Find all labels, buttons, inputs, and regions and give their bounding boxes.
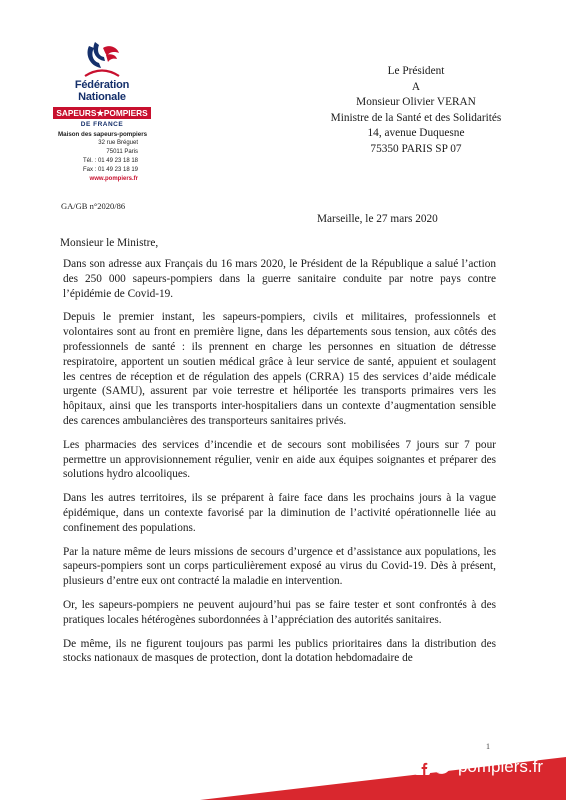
body-paragraph: Par la nature même de leurs missions de secours d’urgence et d’assistance aux populations, les sapeurs-pompiers sont un corps particulièrement exposé au virus du Covid-19. Dès à présent, plusieurs d’entre eux ont contracté la maladie en intervention. (63, 545, 496, 588)
letter-body (63, 257, 496, 675)
contact-website-link[interactable]: www.pompiers.fr (89, 176, 138, 182)
recipient-line: Le Président (387, 65, 445, 77)
recipient-line: A (411, 80, 421, 93)
recipient-line: Ministre de la Santé et des Solidarités (330, 111, 502, 124)
body-paragraph: Or, les sapeurs-pompiers ne peuvent aujourd’hui pas se faire tester et sont confrontés à des pratiques locales hétérogènes subordonnées à l’appréciation des autorités sanitaires. (63, 598, 496, 626)
org-name: Fédération Nationale (74, 79, 130, 103)
contact-tel: Tél. : 01 49 23 18 18 (82, 158, 138, 164)
date-line: Marseille, le 27 mars 2020 (317, 213, 438, 225)
org-banner: SAPEURS★POMPIERS (53, 107, 150, 119)
logo-emblem-icon (79, 38, 125, 78)
body-paragraph: Les pharmacies des services d’incendie et de secours sont mobilisées 7 jours sur 7 pour permettre un approvisionnement régulier, venir en aide aux équipes soignantes et préparer des solutions hydro alcooliques. (63, 438, 496, 481)
salutation: Monsieur le Ministre, (60, 237, 159, 249)
footer-social (414, 757, 543, 777)
letter-reference: GA/GB n°2020/86 (61, 201, 126, 211)
contact-street: 32 rue Bréguet (98, 140, 138, 146)
recipient-line: 14, avenue Duquesne (367, 127, 465, 139)
body-paragraph: Dans les autres territoires, ils se préparent à faire face dans les prochains jours à la vague épidémique, dans un contexte favorisé par la diminution de l’activité opérationnelle liée au confinement des populations. (63, 492, 496, 534)
contact-block (58, 130, 148, 184)
footer-site-link[interactable]: pompiers.fr (457, 757, 543, 776)
contact-city: 75011 Paris (106, 149, 138, 155)
twitter-icon[interactable] (436, 759, 453, 776)
body-paragraph: Depuis le premier instant, les sapeurs-pompiers, civils et militaires, professionnels et volontaires sont au front en première ligne, dans les départements sous tension, aux côtés des professionnels de santé : ils prennent en charge les personnes en situation de détresse respiratoire, apportent un soutien médical grâce à leur service de santé, appuient et soulagent les centres de réception et de régulation des appels (CRRA) 15 des services d’aide médicale urgente (SAMU), assurent par voie terrestre et héliportée les transports primaires vers les hôpitaux, ainsi que les transports inter-hospitaliers dans un contexte d’augmentation sensible des carences ambulancières des transporteurs sanitaires privés. (63, 311, 496, 427)
contact-fax: Fax : 01 49 23 18 19 (82, 167, 138, 173)
recipient-line: Monsieur Olivier VERAN (356, 96, 476, 108)
recipient-block (306, 64, 526, 157)
page-number: 1 (486, 742, 490, 751)
recipient-line: 75350 PARIS SP 07 (370, 142, 462, 155)
facebook-icon[interactable] (414, 759, 431, 776)
body-paragraph: De même, ils ne figurent toujours pas parmi les publics prioritaires dans la distribution des stocks nationaux de masques de protection, dont la dotation hebdomadaire de (63, 637, 496, 665)
org-country: DE FRANCE (80, 121, 124, 128)
org-logo (52, 38, 152, 128)
contact-house: Maison des sapeurs-pompiers (58, 131, 148, 138)
body-paragraph: Dans son adresse aux Français du 16 mars 2020, le Président de la République a salué l’action des 250 000 sapeurs-pompiers dans la guerre sanitaire conduite par notre pays contre l’épidémie de Covid-19. (63, 258, 496, 300)
